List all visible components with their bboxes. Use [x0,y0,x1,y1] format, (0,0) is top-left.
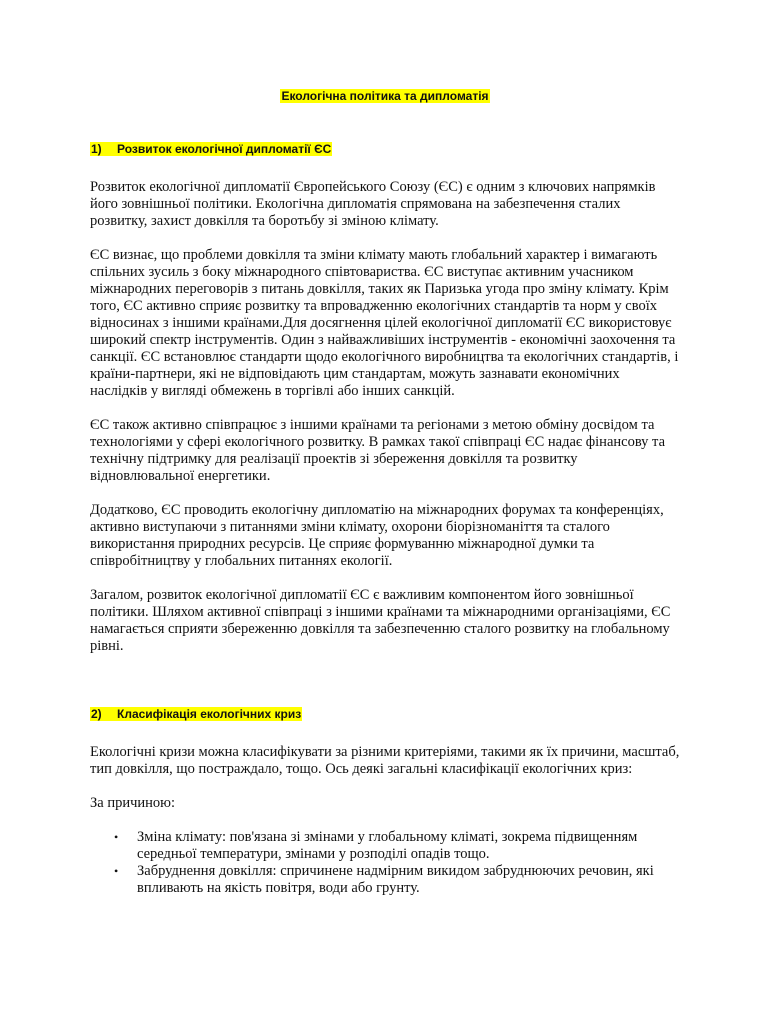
section-2-subheading: За причиною: [90,795,176,811]
bullet-icon: • [114,830,119,844]
section-1-paragraph: ЄС визнає, що проблеми довкілля та зміни клімату мають глобальний характер і вимагають спільних зусиль з боку міжнародного співтовариства. ЄС виступає активним учасником міжнародних переговорів з питань довкілля, таких як Паризька угода про зміну клімату. Крім того, ЄС активно сприяє розвитку та впровадженню екологічних стандартів та норм у своїх відносинах з іншими країнами.Для досягнення цілей екологічної дипломатії ЄС використовує широкий спектр інструментів. Один з найважливіших інструментів - економічні заохочення та санкції. ЄС встановлює стандарти щодо екологічного виробництва та екологічних стандартів, і країни-партнери, які не відповідають цим стандартам, можуть зазнавати економічних наслідків у вигляді обмежень в торгівлі або інших санкцій. [90,247,679,399]
section-2-heading [90,706,680,723]
section-1-paragraph: Додатково, ЄС проводить екологічну дипломатію на міжнародних форумах та конференціях, активно виступаючи з питаннями зміни клімату, охорони біорізноманіття та сталого використання природних ресурсів. Це сприяє формуванню міжнародної думки та співробітництву у глобальних питаннях екології. [90,502,664,569]
cause-list [90,829,680,897]
section-2-number: 2) [91,707,102,721]
list-item-text: Забруднення довкілля: спричинене надмірним викидом забруднюючих речовин, які впливають на якість повітря, води або грунту. [137,863,654,896]
document-content [90,80,680,897]
list-item-text: Зміна клімату: пов'язана зі змінами у глобальному кліматі, зокрема підвищенням середньої температури, змінами у розподілі опадів тощо. [137,829,638,862]
section-1-paragraph: Розвиток екологічної дипломатії Європейського Союзу (ЄС) є одним з ключових напрямків його зовнішньої політики. Екологічна дипломатія спрямована на забезпечення сталих розвитку, захист довкілля та боротьбу зі зміною клімату. [90,179,656,229]
bullet-icon: • [114,864,119,878]
document-title: Екологічна політика та дипломатія [281,89,489,103]
section-1-heading-highlight [90,142,332,156]
list-item [90,829,680,863]
document-title-line [90,88,680,108]
section-1-paragraph: Загалом, розвиток екологічної дипломатії ЄС є важливим компонентом його зовнішньої політики. Шляхом активної співпраці з іншими країнами та міжнародними організаціями, ЄС намагається сприяти збереженню довкілля та забезпеченню сталого розвитку на глобальному рівні. [90,587,671,654]
section-2-heading-highlight [90,707,302,721]
section-1-number: 1) [91,142,102,156]
list-item [90,863,680,897]
section-2-intro: Екологічні кризи можна класифікувати за різними критеріями, такими як їх причини, масштаб, тип довкілля, що постраждало, тощо. Ось деякі загальні класифікації екологічних криз: [90,744,680,777]
section-2-title: Класифікація екологічних криз [117,707,302,721]
section-1-heading [90,141,680,158]
section-1-paragraph: ЄС також активно співпрацює з іншими країнами та регіонами з метою обміну досвідом та технологіями у сфері екологічного розвитку. В рамках такої співпраці ЄС надає фінансову та технічну підтримку для реалізації проектів зі збереження довкілля та розвитку відновлювальної енергетики. [90,417,666,484]
section-1-title: Розвиток екологічної дипломатії ЄС [117,142,332,156]
